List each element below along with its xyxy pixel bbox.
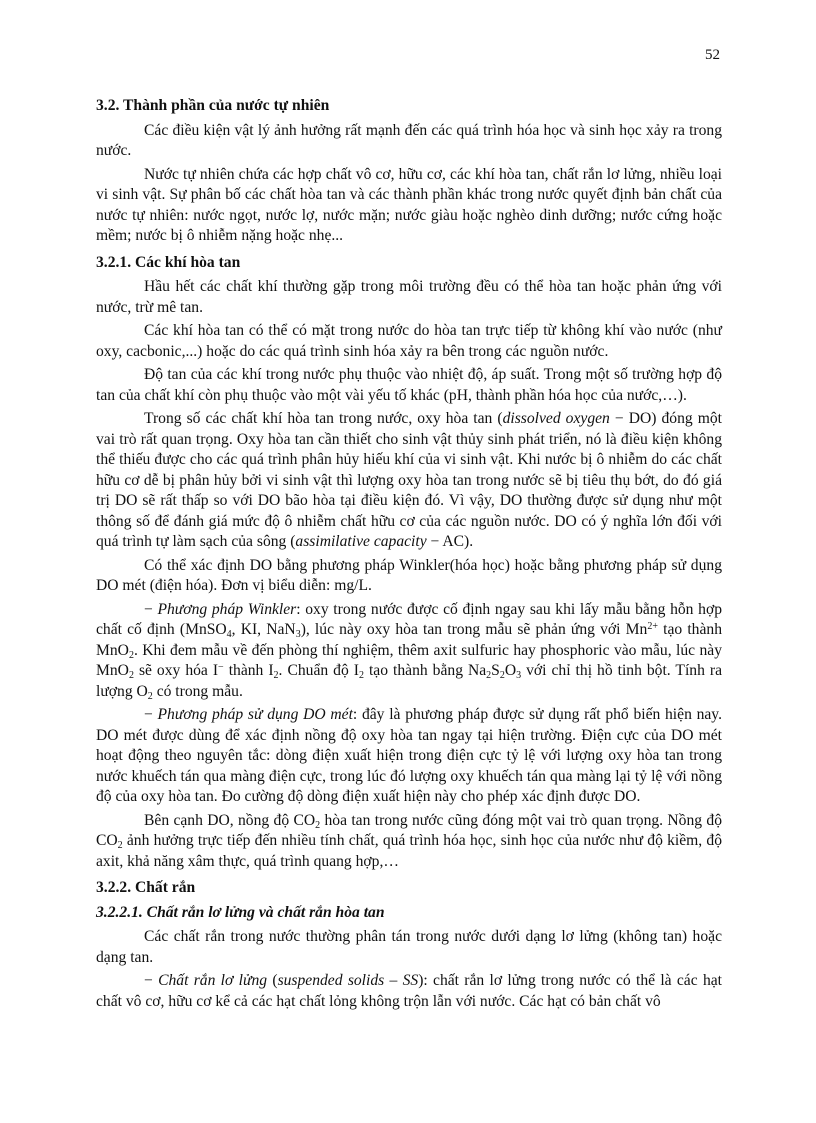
page-number: 52	[705, 47, 720, 63]
paragraph-do-meter-method: − Phương pháp sử dụng DO mét: đây là phương pháp được sử dụng rất phổ biến hiện nay. DO mét được dùng để xác định nồng độ oxy hòa tan ngay tại hiện trường. Điện cực của DO mét hoạt động theo nguyên tắc: dòng điện xuất hiện trong điện cực tỷ lệ với lượng oxy hòa tan trong nước khuếch tán qua màng điện cực, trong lúc đó lượng oxy khuếch tán qua màng lại tỷ lệ với nồng độ của oxy hòa tan. Đo cường độ dòng điện xuất hiện này cho phép xác định được DO.	[96, 706, 722, 805]
paragraph: Hầu hết các chất khí thường gặp trong môi trường đều có thể hòa tan hoặc phản ứng với nước, trừ mê tan.	[96, 278, 722, 316]
document-body	[96, 92, 722, 1015]
paragraph: Các chất rắn trong nước thường phân tán trong nước dưới dạng lơ lửng (không tan) hoặc dạng tan.	[96, 928, 722, 966]
section-heading-3-2: 3.2. Thành phần của nước tự nhiên	[96, 97, 330, 114]
paragraph-dissolved-oxygen: Trong số các chất khí hòa tan trong nước, oxy hòa tan (dissolved oxygen − DO) đóng một vai trò rất quan trọng. Oxy hòa tan cần thiết cho sinh vật thủy sinh phát triển, nó là điều kiện không thể thiếu được cho các quá trình phân hủy hiếu khí của vi sinh vật. Khi nước bị ô nhiễm do các chất hữu cơ dễ bị phân hủy bởi vi sinh vật thì lượng oxy hòa tan trong nước sẽ bị tiêu thụ bớt, do đó giá trị DO sẽ rất thấp so với DO bão hòa tại điều kiện đó. Vì vậy, DO thường được sử dụng như một thông số để đánh giá mức độ ô nhiễm chất hữu cơ của các nguồn nước. DO có ý nghĩa lớn đối với quá trình tự làm sạch của sông (assimilative capacity − AC).	[96, 410, 722, 550]
paragraph: Các khí hòa tan có thể có mặt trong nước do hòa tan trực tiếp từ không khí vào nước (như oxy, cacbonic,...) hoặc do các quá trình sinh hóa xảy ra bên trong các nguồn nước.	[96, 322, 722, 360]
paragraph: Nước tự nhiên chứa các hợp chất vô cơ, hữu cơ, các khí hòa tan, chất rắn lơ lửng, nhiều loại vi sinh vật. Sự phân bố các chất hòa tan và các thành phần khác trong nước quyết định bản chất của nước tự nhiên: nước ngọt, nước lợ, nước mặn; nước giàu hoặc nghèo dinh dưỡng; nước cứng hoặc mềm; nước bị ô nhiễm nặng hoặc nhẹ...	[96, 165, 722, 244]
paragraph-winkler-method: − Phương pháp Winkler: oxy trong nước được cố định ngay sau khi lấy mẫu bằng hỗn hợp chất cố định (MnSO$_4$, KI, NaN$_3$), lúc này oxy hòa tan trong mẫu sẽ phản ứng với $Mn^{2+}$ tạo thành MnO$_2$. Khi đem mẫu về đến phòng thí nghiệm, thêm axit sulfuric hay phosphoric vào mẫu, lúc này MnO$_2$ sẽ oxy hóa I− thành $I_2$. Chuẩn độ $I_2$ tạo thành bằng $Na_2S_2O_3$ với chỉ thị hồ tinh bột. Tính ra lượng $O_2$ có trong mẫu.	[96, 600, 723, 702]
paragraph: Độ tan của các khí trong nước phụ thuộc vào nhiệt độ, áp suất. Trong một số trường hợp độ tan của chất khí còn phụ thuộc vào một vài yếu tố khác (pH, thành phần hóa học của nước,…).	[96, 366, 722, 404]
paragraph: Các điều kiện vật lý ảnh hưởng rất mạnh đến các quá trình hóa học và sinh học xảy ra trong nước.	[96, 121, 722, 159]
paragraph-suspended-solids: − Chất rắn lơ lửng (suspended solids – SS): chất rắn lơ lửng trong nước có thể là các hạt chất vô cơ, hữu cơ kể cả các hạt chất lỏng không trộn lẫn với nước. Các hạt có bản chất vô	[96, 972, 722, 1010]
section-heading-3-2-2-1: 3.2.2.1. Chất rắn lơ lửng và chất rắn hòa tan	[96, 903, 385, 921]
paragraph: Có thể xác định DO bằng phương pháp Winkler(hóa học) hoặc bằng phương pháp sử dụng DO mét (điện hóa). Đơn vị biểu diễn: mg/L.	[96, 556, 722, 594]
section-heading-3-2-2: 3.2.2. Chất rắn	[96, 879, 196, 896]
paragraph-co2: Bên cạnh DO, nồng độ $CO_2$ hòa tan trong nước cũng đóng một vai trò quan trọng. Nồng độ $CO_2$ ảnh hưởng trực tiếp đến nhiều tính chất, quá trình hóa học, sinh học của nước như độ kiềm, độ axit, khả năng xâm thực, quá trình quang hợp,…	[96, 811, 722, 870]
section-heading-3-2-1: 3.2.1. Các khí hòa tan	[96, 253, 241, 271]
